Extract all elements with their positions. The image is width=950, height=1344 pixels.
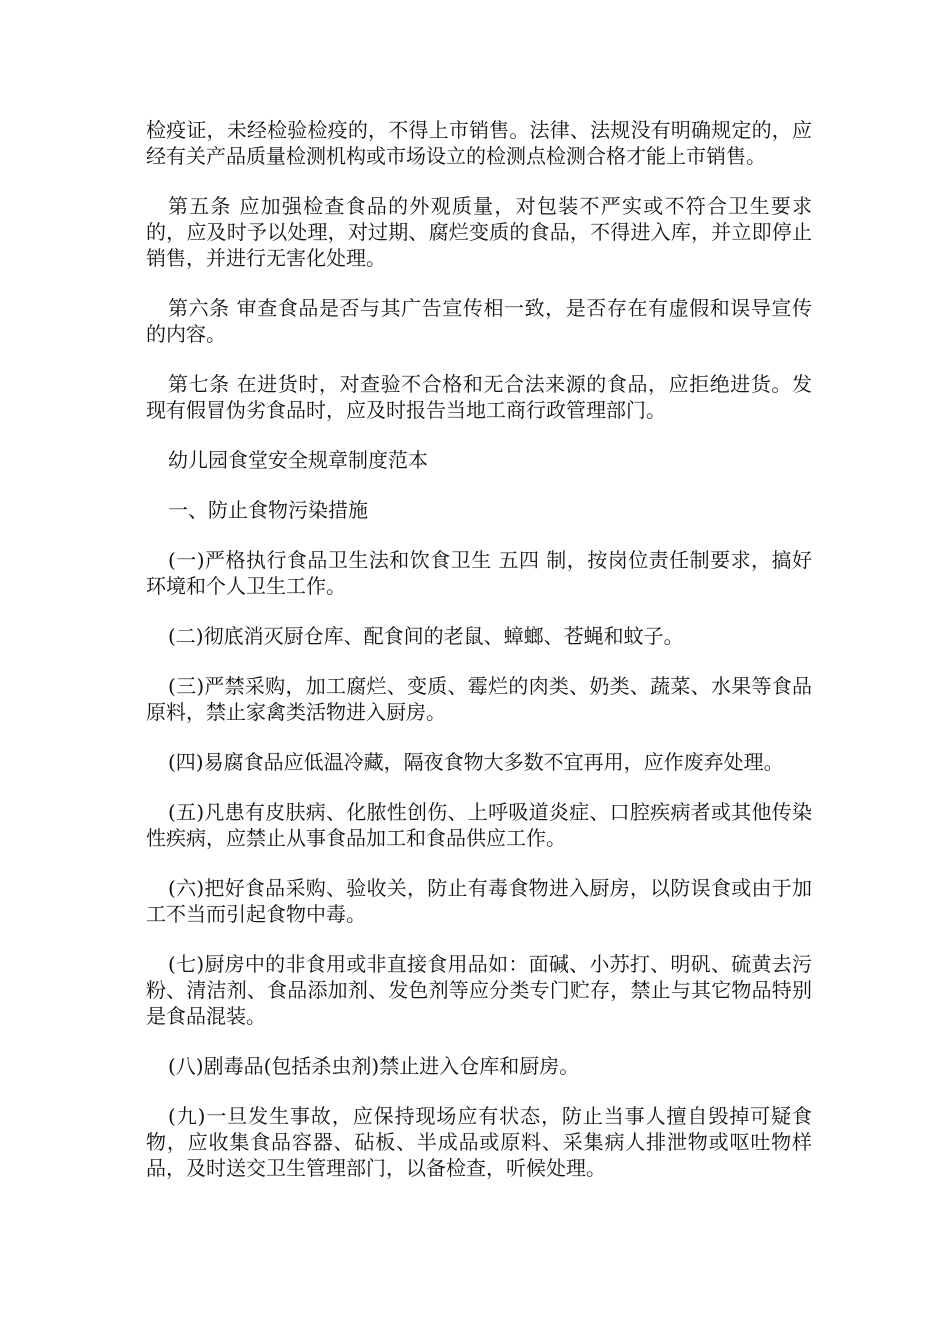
item-1: (一)严格执行食品卫生法和饮食卫生 五四 制，按岗位责任制要求，搞好环境和个人卫生工作。 xyxy=(146,548,812,598)
article-5: 第五条 应加强检查食品的外观质量，对包装不严实或不符合卫生要求的，应及时予以处理，对过期、腐烂变质的食品，不得进入库，并立即停止销售，并进行无害化处理。 xyxy=(146,194,812,270)
item-7: (七)厨房中的非食用或非直接食用品如：面碱、小苏打、明矾、硫黄去污粉、清洁剂、食品添加剂、发色剂等应分类专门贮存，禁止与其它物品特别是食品混装。 xyxy=(146,952,812,1028)
article-6: 第六条 审查食品是否与其广告宣传相一致，是否存在有虚假和误导宣传的内容。 xyxy=(146,296,812,346)
article-7: 第七条 在进货时，对查验不合格和无合法来源的食品，应拒绝进货。发现有假冒伪劣食品时，应及时报告当地工商行政管理部门。 xyxy=(146,372,812,422)
section-title: 幼儿园食堂安全规章制度范本 xyxy=(168,448,428,472)
paragraph-continuation: 检疫证，未经检验检疫的，不得上市销售。法律、法规没有明确规定的，应经有关产品质量检测机构或市场设立的检测点检测合格才能上市销售。 xyxy=(146,118,812,168)
section-heading: 一、防止食物污染措施 xyxy=(168,498,368,522)
item-5: (五)凡患有皮肤病、化脓性创伤、上呼吸道炎症、口腔疾病者或其他传染性疾病，应禁止从事食品加工和食品供应工作。 xyxy=(146,800,812,850)
document-body xyxy=(146,117,812,1205)
item-8: (八)剧毒品(包括杀虫剂)禁止进入仓库和厨房。 xyxy=(168,1054,580,1078)
item-2: (二)彻底消灭厨仓库、配食间的老鼠、蟑螂、苍蝇和蚊子。 xyxy=(168,624,684,648)
item-3: (三)严禁采购，加工腐烂、变质、霉烂的肉类、奶类、蔬菜、水果等食品原料，禁止家禽类活物进入厨房。 xyxy=(146,674,812,724)
item-9: (九)一旦发生事故，应保持现场应有状态，防止当事人擅自毁掉可疑食物，应收集食品容器、砧板、半成品或原料、采集病人排泄物或呕吐物样品，及时送交卫生管理部门，以备检查，听候处理。 xyxy=(146,1104,812,1180)
item-6: (六)把好食品采购、验收关，防止有毒食物进入厨房，以防误食或由于加工不当而引起食物中毒。 xyxy=(146,876,812,926)
item-4: (四)易腐食品应低温冷藏，隔夜食物大多数不宜再用，应作废弃处理。 xyxy=(168,750,784,774)
